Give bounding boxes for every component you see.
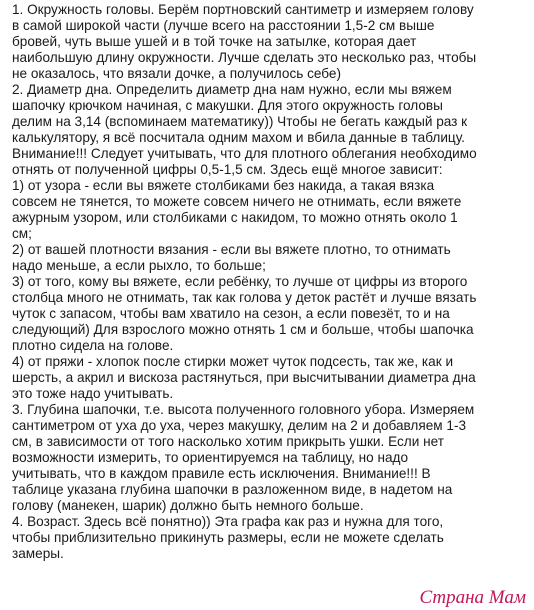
text-line: в самой широкой части (лучше всего на расстоянии 1,5-2 см выше [12, 18, 435, 33]
site-watermark: Страна Мам [419, 587, 526, 608]
text-line: следующий) Для взрослого можно отнять 1 см и больше, чтобы шапочка [12, 322, 474, 337]
text-line: 2) от вашей плотности вязания - если вы вяжете плотно, то отнимать [12, 242, 451, 257]
text-line: калькулятору, я всё посчитала одним махом и вбила данные в таблицу. [12, 130, 465, 145]
text-line: отнять от полученной цифры 0,5-1,5 см. Здесь ещё многое зависит: [12, 162, 443, 177]
text-line: 2. Диаметр дна. Определить диаметр дна нам нужно, если мы вяжем [12, 82, 452, 97]
text-line: 4. Возраст. Здесь всё понятно)) Эта графа как раз и нужна для того, [12, 514, 444, 529]
text-line: см, в зависимости от того насколько хотим прикрыть ушки. Если нет [12, 434, 444, 449]
text-line: бровей, чуть выше ушей и в той точке на затылке, которая дает [12, 34, 417, 49]
text-line: голову (манекен, шарик) должно быть немного больше. [12, 498, 364, 513]
text-line: учитывать, что в каждом правиле есть исключения. Внимание!!! В [12, 466, 431, 481]
text-line: шапочку крючком начиная, с макушки. Для этого окружность головы [12, 98, 443, 113]
text-line: не оказалось, что вязали дочке, а получилось себе) [12, 66, 342, 81]
text-line: это тоже надо учитывать. [12, 386, 174, 401]
instruction-text [12, 2, 530, 562]
text-line: плотно сидела на голове. [12, 338, 174, 353]
text-line: см; [12, 226, 32, 241]
text-line: сантиметром от уха до уха, через макушку, делим на 2 и добавляем 1-3 [12, 418, 467, 433]
text-line: возможности измерить, то ориентируемся на таблицу, но надо [12, 450, 409, 465]
text-line: 3) от того, кому вы вяжете, если ребёнку, то лучше от цифры из второго [12, 274, 468, 289]
text-line: шерсть, а акрил и вискоза растянуться, при высчитывании диаметра дна [12, 370, 476, 385]
text-line: 3. Глубина шапочки, т.е. высота полученного головного убора. Измеряем [12, 402, 475, 417]
text-line: Внимание!!! Следует учитывать, что для плотного облегания необходимо [12, 146, 477, 161]
text-line: наибольшую длину окружности. Лучше сделать это несколько раз, чтобы [12, 50, 477, 65]
text-line: ажурным узором, или столбиками с накидом, то можно отнять около 1 [12, 210, 458, 225]
text-line: чтобы приблизительно прикинуть размеры, если не можете сделать [12, 530, 444, 545]
text-line: чуток с запасом, чтобы вам хватило на сезон, а если повезёт, то и на [12, 306, 450, 321]
text-line: совсем не тянется, то можете совсем ничего не отнимать, если вяжете [12, 194, 462, 209]
text-line: столбца много не отнимать, так как голова у деток растёт и лучше вязать [12, 290, 477, 305]
text-line: делим на 3,14 (вспоминаем математику)) Чтобы не бегать каждый раз к [12, 114, 468, 129]
text-line: надо меньше, а если рыхло, то больше; [12, 258, 266, 273]
text-line: таблице указана глубина шапочки в разложенном виде, в надетом на [12, 482, 453, 497]
text-line: 1. Окружность головы. Берём портновский сантиметр и измеряем голову [12, 2, 474, 17]
text-line: 1) от узора - если вы вяжете столбиками без накида, а такая вязка [12, 178, 435, 193]
text-line: замеры. [12, 546, 64, 561]
text-line: 4) от пряжи - хлопок после стирки может чуток подсесть, так же, как и [12, 354, 454, 369]
